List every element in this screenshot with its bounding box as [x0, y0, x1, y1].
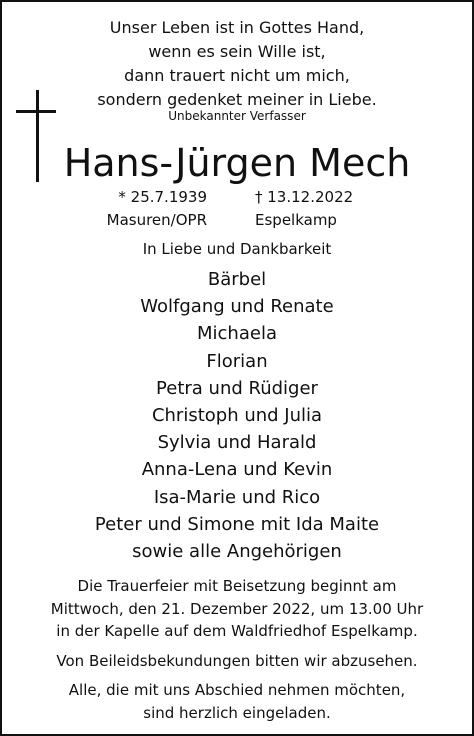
- birth-info: [102, 186, 207, 232]
- mourner-name: Wolfgang und Renate: [140, 296, 334, 318]
- mourner-name: Michaela: [197, 323, 277, 345]
- poem-line: dann trauert nicht um mich,: [124, 66, 350, 85]
- mourners-intro: In Liebe und Dankbarkeit: [142, 240, 332, 258]
- mourner-name: Petra und Rüdiger: [156, 377, 318, 399]
- mourner-name: Anna-Lena und Kevin: [141, 459, 333, 481]
- poem-line: wenn es sein Wille ist,: [148, 42, 326, 61]
- poem-line: Unser Leben ist in Gottes Hand,: [109, 18, 365, 37]
- poem: [0, 16, 474, 112]
- invitation-line: sind herzlich eingeladen.: [143, 703, 331, 722]
- deceased-name: Hans-Jürgen Mech: [63, 141, 411, 185]
- birth-date: * 25.7.1939: [118, 188, 207, 206]
- funeral-line: in der Kapelle auf dem Waldfriedhof Espelkamp.: [56, 622, 418, 640]
- poem-line: sondern gedenket meiner in Liebe.: [97, 90, 377, 109]
- funeral-line: Die Trauerfeier mit Beisetzung beginnt am: [77, 577, 397, 595]
- death-info: [255, 186, 385, 232]
- mourner-name: Bärbel: [207, 269, 267, 290]
- birth-place: Masuren/OPR: [106, 211, 207, 229]
- mourner-name: sowie alle Angehörigen: [132, 541, 342, 563]
- life-dates: [0, 186, 474, 234]
- invitation-line: Alle, die mit uns Abschied nehmen möchten,: [68, 681, 406, 699]
- death-date: † 13.12.2022: [255, 188, 354, 206]
- condolences-note: Von Beileidsbekundungen bitten wir abzusehen.: [56, 651, 418, 670]
- mourner-name: Christoph und Julia: [151, 405, 323, 427]
- death-place: Espelkamp: [255, 211, 337, 229]
- mourner-name: Sylvia und Harald: [157, 432, 317, 454]
- mourners-list: [0, 266, 474, 565]
- mourner-name: Florian: [206, 350, 268, 372]
- mourner-name: Peter und Simone mit Ida Maite: [94, 513, 380, 535]
- poem-author: Unbekannter Verfasser: [168, 109, 306, 123]
- funeral-notice: [0, 575, 474, 724]
- funeral-line: Mittwoch, den 21. Dezember 2022, um 13.00 Uhr: [50, 599, 424, 618]
- mourner-name: Isa-Marie und Rico: [153, 486, 321, 508]
